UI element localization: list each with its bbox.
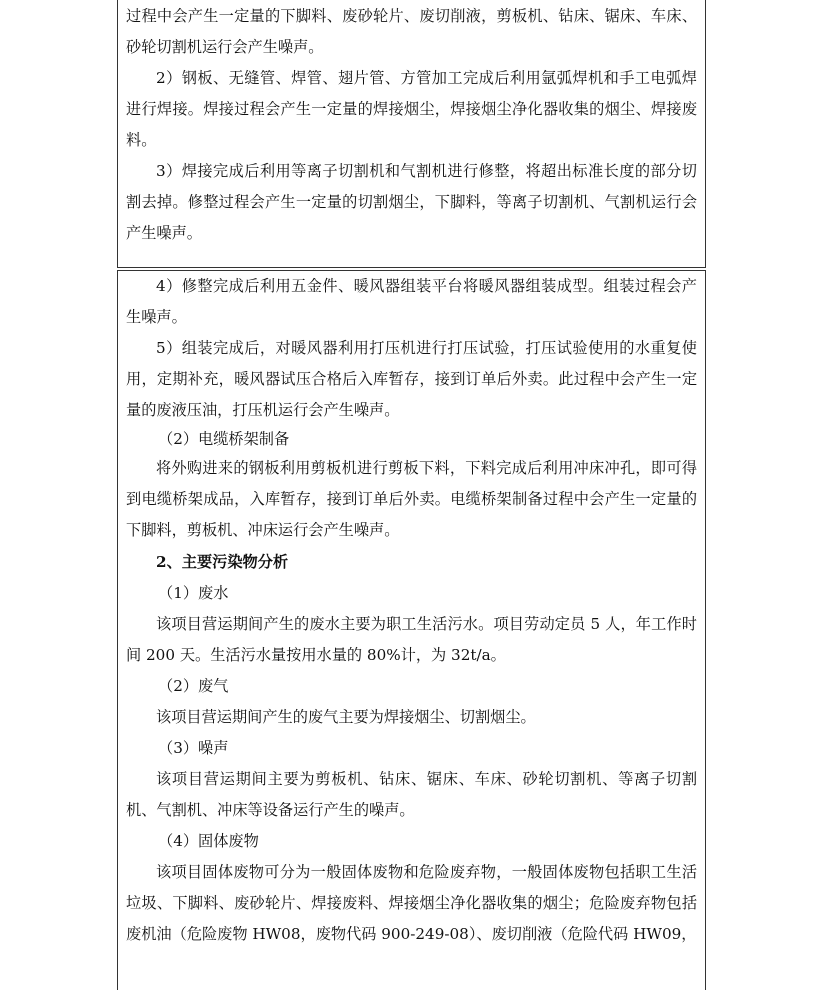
heading-waste-gas: （2）废气 — [158, 677, 229, 695]
paragraph-trimming: 3）焊接完成后利用等离子切割机和气割机进行修整，将超出标准长度的部分切割去掉。修整过程会产生一定量的切割烟尘，下脚料，等离子切割机、气割机运行会产生噪声。 — [126, 162, 697, 242]
heading-noise: （3）噪声 — [158, 739, 229, 757]
paragraph-cable-tray: 将外购进来的钢板利用剪板机进行剪板下料，下料完成后利用冲床冲孔，即可得到电缆桥架成品，入库暂存，接到订单后外卖。电缆桥架制备过程中会产生一定量的下脚料，剪板机、冲床运行会产生噪声。 — [126, 459, 697, 539]
paragraph-pressure-test: 5）组装完成后，对暖风器利用打压机进行打压试验，打压试验使用的水重复使用，定期补充，暖风器试压合格后入库暂存，接到订单后外卖。此过程中会产生一定量的废液压油，打压机运行会产生噪声。 — [126, 339, 697, 419]
paragraph-noise: 该项目营运期间主要为剪板机、钻床、锯床、车床、砂轮切割机、等离子切割机、气割机、冲床等设备运行产生的噪声。 — [126, 770, 697, 819]
paragraph-process-1: 过程中会产生一定量的下脚料、废砂轮片、废切削液，剪板机、钻床、锯床、车床、砂轮切割机运行会产生噪声。 — [126, 7, 697, 56]
paragraph-welding: 2）钢板、无缝管、焊管、翅片管、方管加工完成后利用氩弧焊机和手工电弧焊进行焊接。焊接过程会产生一定量的焊接烟尘，焊接烟尘净化器收集的烟尘、焊接废料。 — [126, 69, 697, 149]
heading-wastewater: （1）废水 — [158, 584, 229, 602]
paragraph-solid-waste: 该项目固体废物可分为一般固体废物和危险废弃物，一般固体废物包括职工生活垃圾、下脚料、废砂轮片、焊接废料、焊接烟尘净化器收集的烟尘；危险废弃物包括废机油（危险废物 HW08，废物代码 900-249-08）、废切削液（危险代码 HW09， — [126, 863, 697, 943]
paragraph-assembly: 4）修整完成后利用五金件、暖风器组装平台将暖风器组装成型。组装过程会产生噪声。 — [126, 277, 697, 326]
text-block-upper — [117, 0, 706, 268]
heading-pollutant-analysis: 2、主要污染物分析 — [156, 553, 289, 571]
heading-cable-tray: （2）电缆桥架制备 — [158, 430, 290, 448]
heading-solid-waste: （4）固体废物 — [158, 832, 259, 850]
paragraph-wastewater: 该项目营运期间产生的废水主要为职工生活污水。项目劳动定员 5 人，年工作时间 200 天。生活污水量按用水量的 80%计，为 32t/a。 — [126, 615, 697, 664]
paragraph-waste-gas: 该项目营运期间产生的废气主要为焊接烟尘、切割烟尘。 — [156, 708, 536, 726]
text-block-lower — [117, 270, 706, 990]
